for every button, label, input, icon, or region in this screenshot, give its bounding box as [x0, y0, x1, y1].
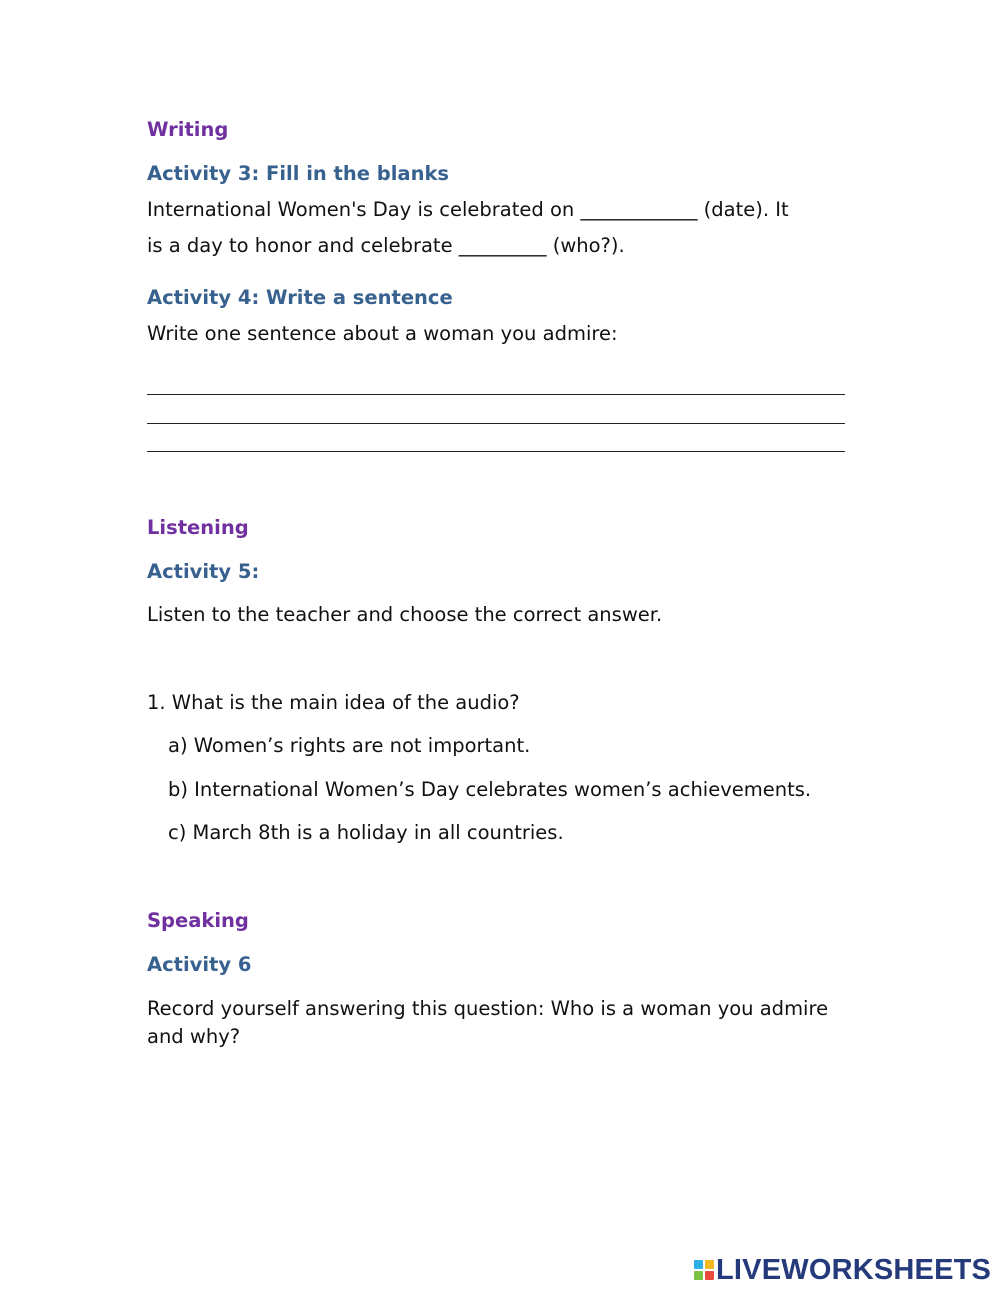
activity-3-title: Activity 3: Fill in the blanks [147, 162, 450, 185]
logo-text: LIVEWORKSHEETS [716, 1254, 992, 1286]
activity-4-title: Activity 4: Write a sentence [147, 286, 453, 309]
section-heading-writing: Writing [147, 118, 229, 141]
answer-line-3[interactable] [147, 451, 845, 452]
section-heading-listening: Listening [147, 516, 249, 539]
answer-option-b[interactable]: b) International Women’s Day celebrates women’s achievements. [168, 778, 812, 801]
activity-6-instruction: Record yourself answering this question: Who is a woman you admire and why? [147, 997, 829, 1048]
liveworksheets-logo [694, 1256, 991, 1284]
activity-6-title: Activity 6 [147, 953, 252, 976]
activity-4-prompt: Write one sentence about a woman you admire: [147, 322, 618, 345]
answer-option-c[interactable]: c) March 8th is a holiday in all countries. [168, 821, 564, 844]
activity-5-instruction: Listen to the teacher and choose the correct answer. [147, 603, 663, 626]
answer-line-2[interactable] [147, 423, 845, 424]
activity-3-sentence-line-2: is a day to honor and celebrate _________ (who?). [147, 234, 625, 257]
activity-3-sentence-line-1: International Women's Day is celebrated on ____________ (date). It [147, 198, 789, 221]
listening-question-1: 1. What is the main idea of the audio? [147, 691, 520, 714]
answer-option-a[interactable]: a) Women’s rights are not important. [168, 734, 531, 757]
answer-line-1[interactable] [147, 394, 845, 395]
logo-blocks-icon [694, 1260, 714, 1280]
activity-5-title: Activity 5: [147, 560, 260, 583]
section-heading-speaking: Speaking [147, 909, 249, 932]
